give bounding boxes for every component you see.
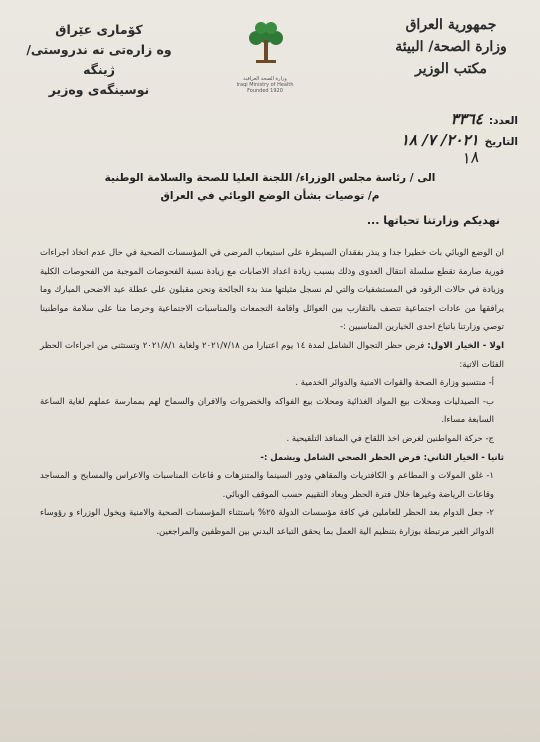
option-two-title: ثانيا - الخيار الثاني: فرض الحظر الصحي الشامل ويشمل :-	[260, 452, 504, 463]
option-one	[40, 337, 504, 374]
letterhead-line: كۆماری عێراق	[55, 22, 143, 37]
logo-caption-en: Iraqi Ministry of Health	[236, 82, 294, 88]
number-label: العدد:	[488, 115, 518, 127]
logo-caption-ar: وزارة الصحة العراقية	[243, 76, 287, 82]
date-label: التاريخ	[484, 136, 518, 148]
addressee: الى / رئاسة مجلس الوزراء/ اللجنة العليا للصحة والسلامة الوطنية	[104, 172, 436, 184]
letterhead-line: وزارة الصحة/ البيئة	[395, 39, 507, 55]
letterhead-line: جمهورية العراق	[405, 17, 497, 33]
reference-block	[348, 110, 518, 152]
option-one-text: فرض حظر التجوال الشامل لمدة ١٤ يوم اعتبارا من ٢٠٢١/٧/١٨ ولغاية ٢٠٢١/٨/١ وتستثنى من اجراءات الحظر الفئات الاتية:	[40, 340, 504, 370]
option-two-item: ١- غلق المولات و المطاعم و الكافتريات والمقاهي ودور السينما والمتنزهات و قاعات المناسبات والاعراس والمسابح و المساجد وقاعات الرياضة وغيرها خلال فترة الحظر ويعاد التقييم حسب الموقف الوبائي.	[40, 471, 494, 500]
subject-line: م/ توصيات بشأن الوضع الوبائي في العراق	[160, 190, 380, 202]
option-one-item: ج- حركة المواطنين لغرض اخذ اللقاح في المنافذ التلقيحية .	[286, 433, 494, 444]
ministry-logo	[222, 16, 308, 96]
letterhead-line: نوسینگەی وەزیر	[48, 82, 150, 97]
letterhead-line: وه زارەتی تە ندروستی/ ژینگه	[26, 42, 172, 77]
greeting: نهديكم وزارتنا تحياتها ...	[366, 214, 500, 227]
reference-date-row	[348, 131, 518, 152]
handwritten-note: ١٨	[459, 146, 480, 169]
letterhead-kurdish	[14, 20, 184, 100]
letterhead-arabic	[376, 14, 526, 80]
option-one-item: أ- منتسبو وزارة الصحة والقوات الامنية والدوائر الخدمية .	[295, 378, 494, 389]
intro-paragraph: ان الوضع الوبائي بات خطيرا جدا و ينذر بفقدان السيطرة على استيعاب المرضى في المؤسسات الصحية في حال عدم اتخاذ اجراءات فورية صارمة تقطع سلسلة انتقال العدوى وذلك بسبب زيادة اعداد الاصابات مع زيادة نسبة الفحوصات الموجبة من الفحوصات الكلية وزيادة في حالات الرقود في المستشفيات والتي لم نسجل مثيلتها منذ بدء الجائحة ونحن مقبلون على عطلة عيد الاضحى المبارك وما يرافقها من عادات اجتماعية تتصف بالتقارب بين العوائل واقامة التجمعات والمناسبات الاجتماعية وحرصا منا على سلامة مواطنينا توصي وزارتنا باتباع احدى الخيارين المناسبين :-	[40, 248, 504, 333]
reference-number-row	[348, 110, 518, 131]
letterhead-line: مكتب الوزير	[415, 61, 487, 77]
logo-founded: Founded 1920	[247, 88, 283, 94]
number-value: ٣٣٦٤	[450, 110, 483, 128]
date-value: ٢٠٢١/ ٧/ ١٨	[400, 131, 479, 149]
option-one-item: ب- الصيدليات ومحلات بيع المواد الغذائية ومحلات بيع الفواكه والخضروات والافران والسماح لهم بممارسة عملهم لغاية الساعة السابعة مساءا.	[40, 396, 494, 426]
option-two-item: ٢- جعل الدوام بعد الحظر للعاملين في كافة مؤسسات الدولة ٢٥% باستثناء المؤسسات الصحية والامنية ويخول الوزراء و رؤوساء الدوائر الغير مرتبطة بوزارة بتنظيم الية العمل بما يحقق التباعد البدني بين الموظفين والمراجعين.	[40, 508, 494, 537]
letter-body	[40, 244, 504, 542]
tree-crescent-emblem	[230, 16, 300, 72]
option-one-title: اولا - الخيار الاول:	[427, 340, 504, 351]
